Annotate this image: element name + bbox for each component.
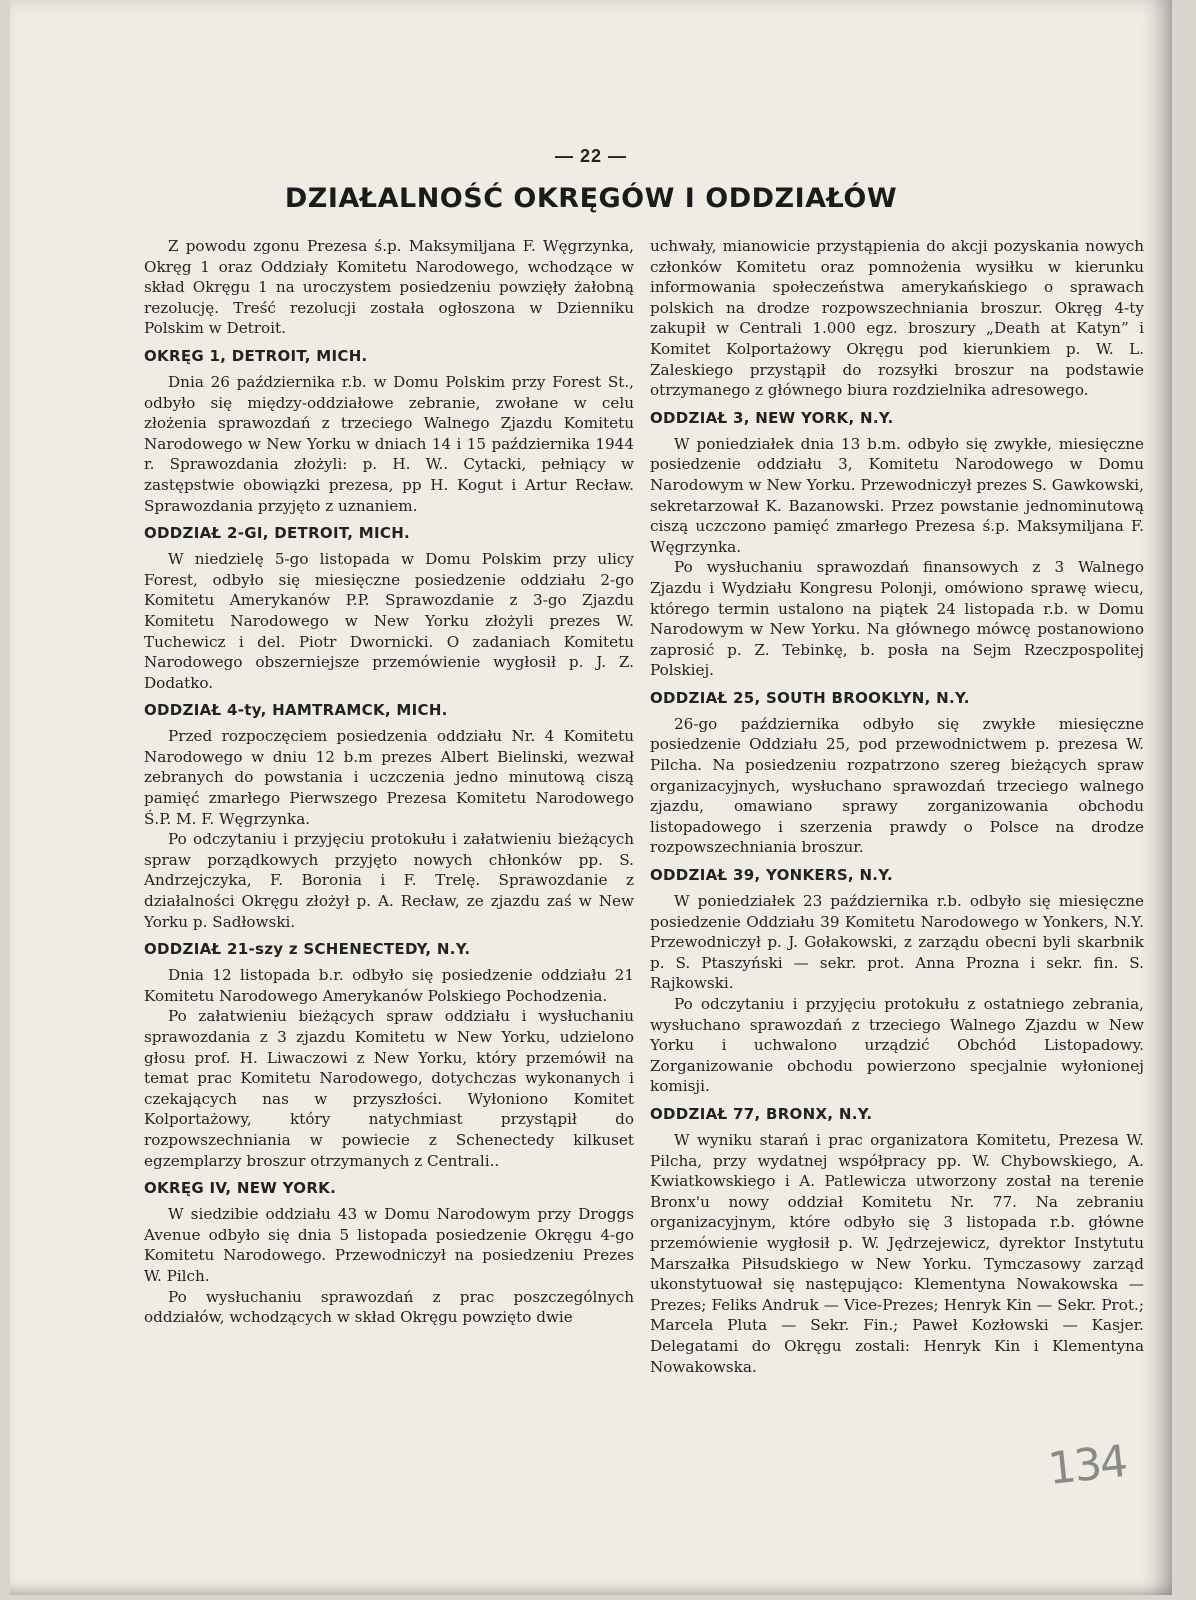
handwritten-page-note: 134 [1045, 1436, 1129, 1495]
paragraph: W poniedziałek dnia 13 b.m. odbyło się zwykłe, miesięczne posiedzenie oddziału 3, Komitetu Narodowego w Domu Narodowym w New Yorku. Przewodniczył prezes S. Gawkowski, sekretarzował K. Bazanowski. Przez powstanie jednominutową ciszą uczczono pamięć zmarłego Prezesa ś.p. Maksymiljana F. Węgrzynka. [650, 434, 1144, 556]
page-title: DZIAŁALNOŚĆ OKRĘGÓW I ODDZIAŁÓW [284, 183, 898, 214]
section-heading: ODDZIAŁ 3, NEW YORK, N.Y. [650, 408, 894, 427]
paragraph: Po odczytaniu i przyjęciu protokułu i załatwieniu bieżących spraw porządkowych przyjęto nowych chłonków pp. S. Andrzejczyka, F. Boronia i F. Trelę. Sprawozdanie z działalności Okręgu złożył p. A. Recław, ze zjazdu zaś w New Yorku p. Sadłowski. [144, 830, 634, 931]
section-heading: ODDZIAŁ 77, BRONX, N.Y. [650, 1104, 873, 1123]
paragraph: uchwały, mianowicie przystąpienia do akcji pozyskania nowych członków Komitetu oraz pomnożenia wysiłku w kierunku informowania społeczeństwa amerykańskiego o sprawach polskich na drodze rozpowszechniania broszur. Okręg 4-ty zakupił w Centrali 1.000 egz. broszury „Death at Katyn” i Komitet Kolportażowy Okręgu pod kierunkiem p. W. L. Zaleskiego przystąpił do rozsyłki broszur na podstawie otrzymanego z głównego biura rozdzielnika adresowego. [650, 237, 1144, 400]
section-heading: ODDZIAŁ 25, SOUTH BROOKLYN, N.Y. [650, 688, 970, 707]
section-heading: OKRĘG 1, DETROIT, MICH. [144, 346, 368, 365]
paragraph: Po odczytaniu i przyjęciu protokułu z ostatniego zebrania, wysłuchano sprawozdań z trzeciego Walnego Zjazdu w New Yorku i uchwalono urządzić Obchód Listopadowy. Zorganizowanie obchodu powierzono specjalnie wyłonionej komisji. [650, 995, 1144, 1096]
page-number: — 22 — [554, 146, 628, 166]
paragraph: Po wysłuchaniu sprawozdań z prac poszczególnych oddziałów, wchodzących w skład Okręgu powzięto dwie [144, 1287, 634, 1327]
left-column [144, 236, 634, 1328]
paragraph: Dnia 12 listopada b.r. odbyło się posiedzenie oddziału 21 Komitetu Narodowego Amerykanów Polskiego Pochodzenia. [144, 966, 634, 1005]
paragraph: Po wysłuchaniu sprawozdań finansowych z 3 Walnego Zjazdu i Wydziału Kongresu Polonji, omówiono sprawę wiecu, którego termin ustalono na piątek 24 listopada r.b. w Domu Narodowym w New Yorku. Na głównego mówcę postanowiono zaprosić p. Z. Tebinkę, b. posła na Sejm Rzeczpospolitej Polskiej. [650, 558, 1144, 680]
paragraph: W siedzibie oddziału 43 w Domu Narodowym przy Droggs Avenue odbyło się dnia 5 listopada posiedzenie Okręgu 4-go Komitetu Narodowego. Przewodniczył na posiedzeniu Prezes W. Pilch. [144, 1205, 634, 1285]
paragraph: Dnia 26 października r.b. w Domu Polskim przy Forest St., odbyło się między-oddziałowe zebranie, zwołane w celu złożenia sprawozdań z trzeciego Walnego Zjazdu Komitetu Narodowego w New Yorku w dniach 14 i 15 października 1944 r. Sprawozdania złożyli: p. H. W.. Cytacki, pełniący w zastępstwie obowiązki prezesa, pp H. Kogut i Artur Recław. Sprawozdania przyjęto z uznaniem. [144, 372, 634, 515]
document-page [10, 0, 1172, 1595]
section-heading: OKRĘG IV, NEW YORK. [144, 1179, 337, 1198]
section-heading: ODDZIAŁ 39, YONKERS, N.Y. [650, 866, 893, 885]
section-heading: ODDZIAŁ 21-szy z SCHENECTEDY, N.Y. [144, 940, 471, 959]
paragraph: W niedzielę 5-go listopada w Domu Polskim przy ulicy Forest, odbyło się miesięczne posiedzenie oddziału 2-go Komitetu Amerykanów P.P. Sprawozdanie z 3-go Zjazdu Komitetu Narodowego w New Yorku złożyli prezes W. Tuchewicz i del. Piotr Dwornicki. O zadaniach Komitetu Narodowego obszerniejsze przemówienie wygłosił p. J. Z. Dodatko. [144, 550, 634, 692]
paragraph: W wyniku starań i prac organizatora Komitetu, Prezesa W. Pilcha, przy wydatnej współpracy pp. W. Chybowskiego, A. Kwiatkowskiego i A. Patlewicza utworzony został na terenie Bronx'u nowy oddział Komitetu Nr. 77. Na zebraniu organizacyjnym, które odbyło się 3 listopada r.b. główne przemówienie wygłosił p. W. Jędrzejewicz, dyrektor Instytutu Marszałka Piłsudskiego w New Yorku. Tymczasowy zarząd ukonstytuował się następująco: Klementyna Nowakowska — Prezes; Feliks Andruk — Vice-Prezes; Henryk Kin — Sekr. Prot.; Marcela Pluta — Sekr. Fin.; Paweł Kozłowski — Kasjer. Delegatami do Okręgu zostali: Henryk Kin i Klementyna Nowakowska. [650, 1130, 1144, 1376]
section-heading: ODDZIAŁ 2-GI, DETROIT, MICH. [144, 524, 411, 543]
right-column [650, 236, 1144, 1377]
section-heading: ODDZIAŁ 4-ty, HAMTRAMCK, MICH. [144, 701, 448, 720]
paragraph: 26-go października odbyło się zwykłe miesięczne posiedzenie Oddziału 25, pod przewodnictwem p. prezesa W. Pilcha. Na posiedzeniu rozpatrzono szereg bieżących spraw organizacyjnych, wysłuchano sprawozdań trzeciego walnego zjazdu, omawiano sprawy zorganizowania obchodu listopadowego i szerzenia prawdy o Polsce na drodze rozpowszechniania broszur. [650, 714, 1144, 857]
paragraph: Przed rozpoczęciem posiedzenia oddziału Nr. 4 Komitetu Narodowego w dniu 12 b.m prezes Albert Bielinski, wezwał zebranych do powstania i uczczenia jedno minutową ciszą pamięć zmarłego Pierwszego Prezesa Komitetu Narodowego Ś.P. M. F. Węgrzynka. [144, 727, 634, 828]
paragraph: Po załatwieniu bieżących spraw oddziału i wysłuchaniu sprawozdania z 3 zjazdu Komitetu w New Yorku, udzielono głosu prof. H. Liwaczowi z New Yorku, który przemówił na temat prac Komitetu Narodowego, dotychczas wykonanych i czekających nas w przyszłości. Wyłoniono Komitet Kolportażowy, który natychmiast przystąpił do rozpowszechniania w powiecie z Schenectedy kilkuset egzemplarzy broszur otrzymanych z Centrali.. [144, 1007, 634, 1170]
paragraph: W poniedziałek 23 października r.b. odbyło się miesięczne posiedzenie Oddziału 39 Komitetu Narodowego w Yonkers, N.Y. Przewodniczył p. J. Gołakowski, z zarządu obecni byli skarbnik p. S. Ptaszyński — sekr. prot. Anna Prozna i sekr. fin. S. Rajkowski. [650, 892, 1144, 993]
paragraph: Z powodu zgonu Prezesa ś.p. Maksymiljana F. Węgrzynka, Okręg 1 oraz Oddziały Komitetu Narodowego, wchodzące w skład Okręgu 1 na uroczystem posiedzeniu powzięły żałobną rezolucję. Treść rezolucji została ogłoszona w Dzienniku Polskim w Detroit. [144, 237, 634, 338]
